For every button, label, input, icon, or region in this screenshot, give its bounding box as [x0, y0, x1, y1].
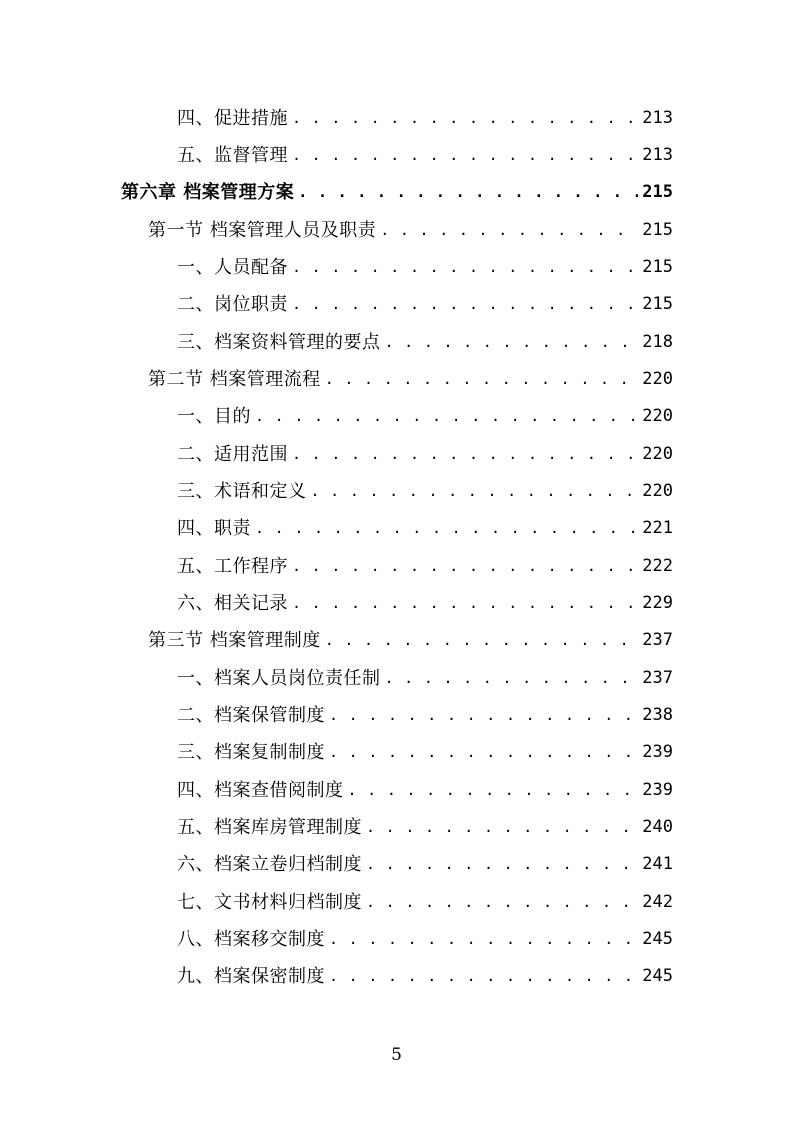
toc-entry-page-number: 215 [642, 257, 673, 277]
toc-entry-page-number: 215 [642, 182, 673, 202]
toc-entry-title: 一、档案人员岗位责任制 [177, 668, 381, 689]
toc-entry-page-number: 229 [642, 593, 673, 613]
dot-leader [380, 212, 638, 249]
page-number: 5 [391, 1045, 402, 1065]
dot-leader [366, 809, 638, 846]
dot-leader [329, 958, 638, 995]
toc-subsection-entry[interactable] [177, 398, 673, 435]
toc-entry-page-number: 237 [642, 630, 673, 650]
toc-entry-page-number: 222 [642, 556, 673, 576]
toc-entry-title: 第一节 档案管理人员及职责 [148, 220, 377, 241]
toc-entry-title: 二、适用范围 [177, 444, 288, 465]
toc-subsection-entry[interactable] [177, 137, 673, 174]
toc-entry-page-number: 241 [642, 854, 673, 874]
toc-entry-title: 三、档案资料管理的要点 [177, 332, 381, 353]
toc-entry-page-number: 220 [642, 444, 673, 464]
toc-entry-title: 八、档案移交制度 [177, 929, 325, 950]
toc-entry-title: 四、促进措施 [177, 108, 288, 129]
toc-subsection-entry[interactable] [177, 697, 673, 734]
toc-entry-title: 二、岗位职责 [177, 294, 288, 315]
toc-entry-page-number: 218 [642, 332, 673, 352]
dot-leader [255, 510, 638, 547]
toc-subsection-entry[interactable] [177, 958, 673, 995]
dot-leader [329, 697, 638, 734]
dot-leader [385, 324, 639, 361]
dot-leader [292, 137, 638, 174]
toc-entry-title: 六、相关记录 [177, 593, 288, 614]
toc-entry-page-number: 213 [642, 108, 673, 128]
dot-leader [348, 772, 639, 809]
toc-entry-title: 三、术语和定义 [177, 481, 307, 502]
toc-entry-page-number: 239 [642, 780, 673, 800]
toc-entry-page-number: 221 [642, 518, 673, 538]
dot-leader [292, 286, 638, 323]
toc-entry-title: 四、职责 [177, 518, 251, 539]
toc-entry-title: 五、档案库房管理制度 [177, 817, 362, 838]
toc-subsection-entry[interactable] [177, 809, 673, 846]
toc-subsection-entry[interactable] [177, 734, 673, 771]
toc-entry-title: 九、档案保密制度 [177, 966, 325, 987]
dot-leader [292, 249, 638, 286]
toc-entry-page-number: 245 [642, 966, 673, 986]
toc-subsection-entry[interactable] [177, 249, 673, 286]
toc-subsection-entry[interactable] [177, 473, 673, 510]
toc-entry-page-number: 245 [642, 929, 673, 949]
toc-subsection-entry[interactable] [177, 548, 673, 585]
dot-leader [292, 436, 638, 473]
toc-entry-title: 三、档案复制制度 [177, 742, 325, 763]
dot-leader [298, 174, 638, 211]
dot-leader [325, 361, 639, 398]
toc-entry-page-number: 220 [642, 369, 673, 389]
toc-entry-title: 一、人员配备 [177, 257, 288, 278]
toc-entry-page-number: 237 [642, 668, 673, 688]
dot-leader [366, 884, 638, 921]
toc-section-entry[interactable] [148, 212, 673, 249]
toc-subsection-entry[interactable] [177, 100, 673, 137]
toc-entry-title: 五、监督管理 [177, 145, 288, 166]
toc-subsection-entry[interactable] [177, 884, 673, 921]
toc-section-entry[interactable] [148, 622, 673, 659]
toc-entry-title: 第二节 档案管理流程 [148, 369, 321, 390]
toc-entry-page-number: 239 [642, 742, 673, 762]
toc-entry-title: 一、目的 [177, 406, 251, 427]
toc-subsection-entry[interactable] [177, 324, 673, 361]
toc-entry-page-number: 220 [642, 406, 673, 426]
toc-entry-page-number: 213 [642, 145, 673, 165]
toc-chapter-entry[interactable] [121, 174, 673, 211]
toc-entry-title: 四、档案查借阅制度 [177, 780, 344, 801]
toc-entry-page-number: 240 [642, 817, 673, 837]
toc-subsection-entry[interactable] [177, 585, 673, 622]
dot-leader [329, 921, 638, 958]
toc-subsection-entry[interactable] [177, 846, 673, 883]
toc-subsection-entry[interactable] [177, 921, 673, 958]
toc-entry-title: 第三节 档案管理制度 [148, 630, 321, 651]
toc-entry-title: 二、档案保管制度 [177, 705, 325, 726]
toc-section-entry[interactable] [148, 361, 673, 398]
dot-leader [255, 398, 638, 435]
toc-entry-title: 第六章 档案管理方案 [121, 182, 295, 203]
toc-subsection-entry[interactable] [177, 772, 673, 809]
toc-entry-page-number: 238 [642, 705, 673, 725]
toc-entry-title: 六、档案立卷归档制度 [177, 854, 362, 875]
dot-leader [292, 100, 638, 137]
toc-subsection-entry[interactable] [177, 436, 673, 473]
toc-entry-page-number: 242 [642, 892, 673, 912]
toc-entry-page-number: 220 [642, 481, 673, 501]
toc-subsection-entry[interactable] [177, 510, 673, 547]
toc-entry-page-number: 215 [642, 220, 673, 240]
dot-leader [385, 660, 639, 697]
dot-leader [329, 734, 638, 771]
dot-leader [366, 846, 638, 883]
toc-subsection-entry[interactable] [177, 286, 673, 323]
toc-entry-title: 七、文书材料归档制度 [177, 892, 362, 913]
toc-entry-page-number: 215 [642, 294, 673, 314]
toc-subsection-entry[interactable] [177, 660, 673, 697]
toc-entry-title: 五、工作程序 [177, 556, 288, 577]
dot-leader [292, 585, 638, 622]
dot-leader [311, 473, 639, 510]
dot-leader [325, 622, 639, 659]
dot-leader [292, 548, 638, 585]
